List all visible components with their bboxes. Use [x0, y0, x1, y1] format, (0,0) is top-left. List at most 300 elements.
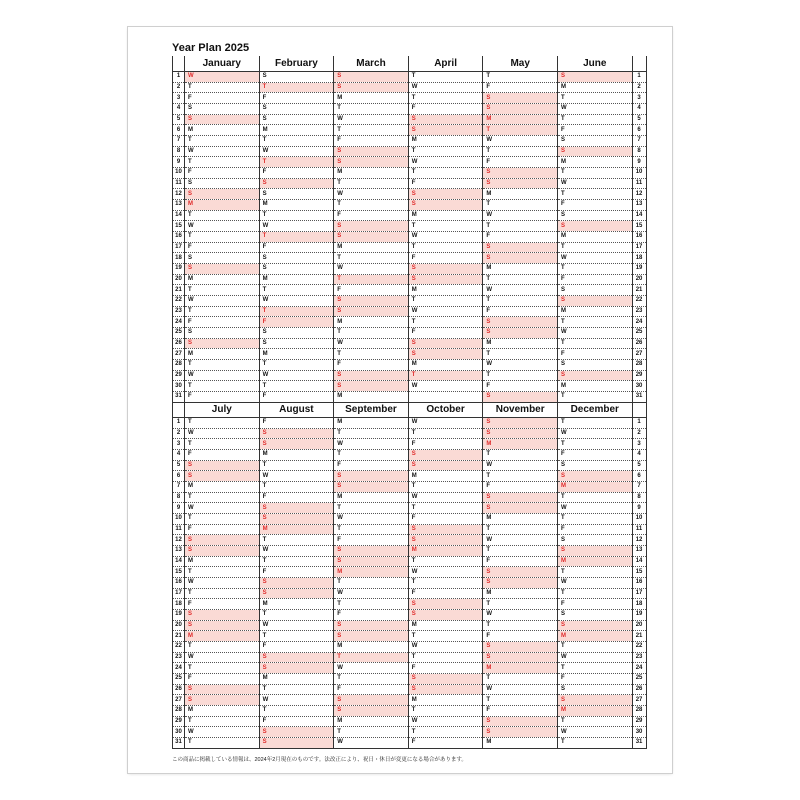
day-cell[interactable]: S [408, 684, 483, 695]
day-cell[interactable]: S [334, 221, 409, 232]
day-cell[interactable]: W [259, 471, 334, 482]
day-cell[interactable]: W [483, 684, 558, 695]
day-cell[interactable]: S [334, 157, 409, 168]
day-cell[interactable]: S [259, 578, 334, 589]
day-cell[interactable]: F [408, 328, 483, 339]
day-cell[interactable]: S [557, 460, 632, 471]
day-cell[interactable]: S [185, 178, 260, 189]
day-cell[interactable]: M [185, 125, 260, 136]
day-cell[interactable]: F [557, 200, 632, 211]
day-cell[interactable]: S [259, 189, 334, 200]
day-cell[interactable]: M [259, 274, 334, 285]
day-cell[interactable]: T [185, 82, 260, 93]
day-cell[interactable]: T [408, 93, 483, 104]
day-cell[interactable]: T [408, 706, 483, 717]
day-cell[interactable]: T [557, 663, 632, 674]
day-cell[interactable]: W [557, 428, 632, 439]
day-cell[interactable]: T [408, 556, 483, 567]
day-cell[interactable]: M [483, 588, 558, 599]
day-cell[interactable]: M [483, 514, 558, 525]
day-cell[interactable]: F [259, 642, 334, 653]
day-cell[interactable]: F [334, 684, 409, 695]
day-cell[interactable]: W [557, 727, 632, 738]
day-cell[interactable]: S [557, 610, 632, 621]
day-cell[interactable]: W [483, 136, 558, 147]
day-cell[interactable]: S [483, 652, 558, 663]
day-cell[interactable]: F [334, 360, 409, 371]
day-cell[interactable]: S [185, 620, 260, 631]
day-cell[interactable]: M [334, 392, 409, 403]
day-cell[interactable]: S [185, 610, 260, 621]
day-cell[interactable]: T [483, 72, 558, 83]
day-cell[interactable]: T [334, 200, 409, 211]
day-cell[interactable]: S [408, 450, 483, 461]
day-cell[interactable]: T [334, 428, 409, 439]
day-cell[interactable]: T [483, 221, 558, 232]
day-cell[interactable]: W [185, 578, 260, 589]
day-cell[interactable]: S [185, 253, 260, 264]
day-cell[interactable]: S [259, 663, 334, 674]
day-cell[interactable]: M [259, 349, 334, 360]
day-cell[interactable]: F [408, 588, 483, 599]
day-cell[interactable]: M [557, 556, 632, 567]
day-cell[interactable]: T [557, 642, 632, 653]
day-cell[interactable]: F [557, 274, 632, 285]
day-cell[interactable]: F [185, 674, 260, 685]
day-cell[interactable]: S [408, 349, 483, 360]
day-cell[interactable]: M [408, 210, 483, 221]
day-cell[interactable]: T [185, 232, 260, 243]
day-cell[interactable]: F [185, 392, 260, 403]
day-cell[interactable]: W [259, 546, 334, 557]
day-cell[interactable]: W [408, 642, 483, 653]
day-cell[interactable]: S [557, 296, 632, 307]
day-cell[interactable]: S [408, 200, 483, 211]
day-cell[interactable]: S [557, 471, 632, 482]
day-cell[interactable]: F [483, 306, 558, 317]
day-cell[interactable]: T [259, 306, 334, 317]
day-cell[interactable]: S [259, 503, 334, 514]
day-cell[interactable]: T [259, 157, 334, 168]
day-cell[interactable]: T [557, 514, 632, 525]
day-cell[interactable]: M [408, 360, 483, 371]
day-cell[interactable]: F [557, 125, 632, 136]
day-cell[interactable]: W [259, 146, 334, 157]
day-cell[interactable]: T [185, 210, 260, 221]
day-cell[interactable]: T [259, 556, 334, 567]
day-cell[interactable]: T [408, 631, 483, 642]
day-cell[interactable]: S [408, 524, 483, 535]
day-cell[interactable]: T [259, 706, 334, 717]
day-cell[interactable]: F [408, 514, 483, 525]
day-cell[interactable]: F [408, 663, 483, 674]
day-cell[interactable]: S [557, 285, 632, 296]
day-cell[interactable]: M [408, 285, 483, 296]
day-cell[interactable]: S [334, 82, 409, 93]
day-cell[interactable]: T [408, 482, 483, 493]
day-cell[interactable]: T [185, 439, 260, 450]
day-cell[interactable]: F [259, 93, 334, 104]
day-cell[interactable]: M [259, 524, 334, 535]
day-cell[interactable]: T [334, 674, 409, 685]
day-cell[interactable]: S [185, 535, 260, 546]
day-cell[interactable]: M [185, 274, 260, 285]
day-cell[interactable]: T [334, 578, 409, 589]
day-cell[interactable]: S [483, 253, 558, 264]
day-cell[interactable]: W [408, 492, 483, 503]
day-cell[interactable]: T [185, 663, 260, 674]
day-cell[interactable]: M [185, 482, 260, 493]
day-cell[interactable]: M [557, 482, 632, 493]
day-cell[interactable]: W [483, 360, 558, 371]
day-cell[interactable]: S [334, 695, 409, 706]
day-cell[interactable]: T [557, 168, 632, 179]
day-cell[interactable]: W [185, 503, 260, 514]
day-cell[interactable]: T [408, 242, 483, 253]
day-cell[interactable]: S [185, 460, 260, 471]
day-cell[interactable]: W [334, 439, 409, 450]
day-cell[interactable]: M [483, 338, 558, 349]
day-cell[interactable]: T [408, 578, 483, 589]
day-cell[interactable]: W [408, 306, 483, 317]
day-cell[interactable]: F [185, 599, 260, 610]
day-cell[interactable]: S [483, 317, 558, 328]
day-cell[interactable]: T [185, 716, 260, 727]
day-cell[interactable]: T [483, 599, 558, 610]
day-cell[interactable]: M [259, 674, 334, 685]
day-cell[interactable]: S [185, 328, 260, 339]
day-cell[interactable]: T [483, 546, 558, 557]
day-cell[interactable]: F [483, 706, 558, 717]
day-cell[interactable]: F [259, 392, 334, 403]
day-cell[interactable]: S [259, 104, 334, 115]
day-cell[interactable]: F [334, 535, 409, 546]
day-cell[interactable]: S [557, 210, 632, 221]
day-cell[interactable]: M [408, 620, 483, 631]
day-cell[interactable]: S [334, 631, 409, 642]
day-cell[interactable]: T [334, 253, 409, 264]
day-cell[interactable]: T [259, 482, 334, 493]
day-cell[interactable]: W [334, 514, 409, 525]
day-cell[interactable]: F [408, 439, 483, 450]
day-cell[interactable]: S [408, 674, 483, 685]
day-cell[interactable]: S [483, 578, 558, 589]
day-cell[interactable]: T [483, 146, 558, 157]
day-cell[interactable]: S [483, 428, 558, 439]
day-cell[interactable]: W [557, 328, 632, 339]
day-cell[interactable]: W [185, 370, 260, 381]
day-cell[interactable]: T [259, 684, 334, 695]
day-cell[interactable]: T [557, 418, 632, 429]
day-cell[interactable]: M [259, 599, 334, 610]
day-cell[interactable]: F [483, 556, 558, 567]
day-cell[interactable]: F [483, 381, 558, 392]
day-cell[interactable]: S [185, 114, 260, 125]
day-cell[interactable]: T [408, 503, 483, 514]
day-cell[interactable]: S [334, 370, 409, 381]
day-cell[interactable]: S [334, 306, 409, 317]
day-cell[interactable]: T [557, 439, 632, 450]
day-cell[interactable]: F [259, 168, 334, 179]
day-cell[interactable]: T [334, 503, 409, 514]
day-cell[interactable]: S [408, 610, 483, 621]
day-cell[interactable]: T [483, 349, 558, 360]
day-cell[interactable]: S [408, 264, 483, 275]
day-cell[interactable]: T [334, 125, 409, 136]
day-cell[interactable]: T [334, 178, 409, 189]
day-cell[interactable]: S [557, 695, 632, 706]
day-cell[interactable]: S [259, 439, 334, 450]
day-cell[interactable]: M [334, 93, 409, 104]
day-cell[interactable]: S [483, 392, 558, 403]
day-cell[interactable]: S [483, 418, 558, 429]
day-cell[interactable]: S [259, 338, 334, 349]
day-cell[interactable]: W [483, 285, 558, 296]
day-cell[interactable]: M [483, 264, 558, 275]
day-cell[interactable]: W [408, 716, 483, 727]
day-cell[interactable]: M [557, 381, 632, 392]
day-cell[interactable]: T [557, 189, 632, 200]
day-cell[interactable]: M [334, 317, 409, 328]
day-cell[interactable]: W [259, 221, 334, 232]
day-cell[interactable]: F [259, 317, 334, 328]
day-cell[interactable]: T [185, 738, 260, 749]
day-cell[interactable]: T [334, 349, 409, 360]
day-cell[interactable]: M [483, 738, 558, 749]
day-cell[interactable]: T [557, 392, 632, 403]
day-cell[interactable]: S [185, 684, 260, 695]
day-cell[interactable]: M [483, 189, 558, 200]
day-cell[interactable]: S [483, 104, 558, 115]
day-cell[interactable]: T [557, 588, 632, 599]
day-cell[interactable]: S [334, 381, 409, 392]
day-cell[interactable]: S [408, 599, 483, 610]
day-cell[interactable]: T [259, 460, 334, 471]
day-cell[interactable]: T [334, 274, 409, 285]
day-cell[interactable]: T [408, 296, 483, 307]
day-cell[interactable]: S [334, 706, 409, 717]
day-cell[interactable]: F [334, 285, 409, 296]
day-cell[interactable]: F [185, 168, 260, 179]
day-cell[interactable]: T [557, 264, 632, 275]
day-cell[interactable]: M [259, 200, 334, 211]
day-cell[interactable]: T [259, 210, 334, 221]
day-cell[interactable]: T [483, 274, 558, 285]
day-cell[interactable]: M [557, 82, 632, 93]
day-cell[interactable]: F [408, 738, 483, 749]
day-cell[interactable]: S [557, 221, 632, 232]
day-cell[interactable]: M [259, 125, 334, 136]
day-cell[interactable]: T [408, 652, 483, 663]
day-cell[interactable]: S [557, 360, 632, 371]
day-cell[interactable]: W [557, 178, 632, 189]
day-cell[interactable]: F [408, 178, 483, 189]
day-cell[interactable]: F [185, 242, 260, 253]
day-cell[interactable]: S [557, 136, 632, 147]
day-cell[interactable]: W [408, 157, 483, 168]
day-cell[interactable]: S [557, 620, 632, 631]
day-cell[interactable]: T [334, 328, 409, 339]
day-cell[interactable]: S [483, 716, 558, 727]
day-cell[interactable]: S [334, 232, 409, 243]
day-cell[interactable]: W [557, 652, 632, 663]
day-cell[interactable]: S [259, 652, 334, 663]
day-cell[interactable]: S [483, 93, 558, 104]
day-cell[interactable]: T [259, 610, 334, 621]
day-cell[interactable]: F [334, 136, 409, 147]
day-cell[interactable]: M [334, 492, 409, 503]
day-cell[interactable]: F [185, 93, 260, 104]
day-cell[interactable]: S [334, 146, 409, 157]
day-cell[interactable]: S [408, 189, 483, 200]
day-cell[interactable]: T [259, 136, 334, 147]
day-cell[interactable]: W [557, 104, 632, 115]
day-cell[interactable]: T [483, 471, 558, 482]
day-cell[interactable]: T [557, 317, 632, 328]
day-cell[interactable]: M [334, 168, 409, 179]
day-cell[interactable]: T [483, 370, 558, 381]
day-cell[interactable]: S [483, 242, 558, 253]
day-cell[interactable]: M [557, 631, 632, 642]
day-cell[interactable]: T [185, 418, 260, 429]
day-cell[interactable]: S [259, 514, 334, 525]
day-cell[interactable]: W [259, 620, 334, 631]
day-cell[interactable]: S [185, 189, 260, 200]
day-cell[interactable]: T [483, 200, 558, 211]
day-cell[interactable]: M [557, 306, 632, 317]
day-cell[interactable]: F [408, 253, 483, 264]
day-cell[interactable]: T [483, 450, 558, 461]
day-cell[interactable]: W [557, 253, 632, 264]
day-cell[interactable]: M [483, 663, 558, 674]
day-cell[interactable] [408, 392, 483, 403]
day-cell[interactable]: T [185, 567, 260, 578]
day-cell[interactable]: T [259, 381, 334, 392]
day-cell[interactable]: F [185, 450, 260, 461]
day-cell[interactable]: S [185, 546, 260, 557]
day-cell[interactable]: S [334, 620, 409, 631]
day-cell[interactable]: S [185, 695, 260, 706]
day-cell[interactable]: S [259, 264, 334, 275]
day-cell[interactable]: S [557, 370, 632, 381]
day-cell[interactable]: S [259, 428, 334, 439]
day-cell[interactable]: T [483, 695, 558, 706]
day-cell[interactable]: S [483, 178, 558, 189]
day-cell[interactable]: S [334, 72, 409, 83]
day-cell[interactable]: S [408, 338, 483, 349]
day-cell[interactable]: T [557, 242, 632, 253]
day-cell[interactable]: F [557, 674, 632, 685]
day-cell[interactable]: M [334, 242, 409, 253]
day-cell[interactable]: S [334, 482, 409, 493]
day-cell[interactable]: F [557, 524, 632, 535]
day-cell[interactable]: W [408, 567, 483, 578]
day-cell[interactable]: F [259, 418, 334, 429]
day-cell[interactable]: S [557, 72, 632, 83]
day-cell[interactable]: S [408, 535, 483, 546]
day-cell[interactable]: S [185, 104, 260, 115]
day-cell[interactable]: S [483, 642, 558, 653]
day-cell[interactable]: M [334, 567, 409, 578]
day-cell[interactable]: S [259, 727, 334, 738]
day-cell[interactable]: W [334, 738, 409, 749]
day-cell[interactable]: T [259, 285, 334, 296]
day-cell[interactable]: S [334, 546, 409, 557]
day-cell[interactable]: M [185, 556, 260, 567]
day-cell[interactable]: S [408, 125, 483, 136]
day-cell[interactable]: S [259, 72, 334, 83]
day-cell[interactable]: T [334, 652, 409, 663]
day-cell[interactable]: S [483, 503, 558, 514]
day-cell[interactable]: T [408, 168, 483, 179]
day-cell[interactable]: S [259, 588, 334, 599]
day-cell[interactable]: T [334, 450, 409, 461]
day-cell[interactable]: F [557, 599, 632, 610]
day-cell[interactable]: T [557, 567, 632, 578]
day-cell[interactable]: S [185, 471, 260, 482]
day-cell[interactable]: T [408, 146, 483, 157]
day-cell[interactable]: T [334, 599, 409, 610]
day-cell[interactable]: T [259, 360, 334, 371]
day-cell[interactable]: M [557, 706, 632, 717]
day-cell[interactable]: F [185, 317, 260, 328]
day-cell[interactable]: T [185, 306, 260, 317]
day-cell[interactable]: F [483, 482, 558, 493]
day-cell[interactable]: T [185, 136, 260, 147]
day-cell[interactable]: F [185, 524, 260, 535]
day-cell[interactable]: S [259, 328, 334, 339]
day-cell[interactable]: F [334, 610, 409, 621]
day-cell[interactable]: M [483, 439, 558, 450]
day-cell[interactable]: W [483, 535, 558, 546]
day-cell[interactable]: M [408, 471, 483, 482]
day-cell[interactable]: M [557, 157, 632, 168]
day-cell[interactable]: S [557, 546, 632, 557]
day-cell[interactable]: T [557, 114, 632, 125]
day-cell[interactable]: W [483, 460, 558, 471]
day-cell[interactable]: M [408, 695, 483, 706]
day-cell[interactable]: T [408, 727, 483, 738]
day-cell[interactable]: S [259, 253, 334, 264]
day-cell[interactable]: T [408, 72, 483, 83]
day-cell[interactable]: T [483, 296, 558, 307]
day-cell[interactable]: W [185, 652, 260, 663]
day-cell[interactable]: T [408, 317, 483, 328]
day-cell[interactable]: T [408, 428, 483, 439]
day-cell[interactable]: W [408, 82, 483, 93]
day-cell[interactable]: T [185, 360, 260, 371]
day-cell[interactable]: F [557, 349, 632, 360]
day-cell[interactable]: M [185, 349, 260, 360]
day-cell[interactable]: W [259, 370, 334, 381]
day-cell[interactable]: T [185, 157, 260, 168]
day-cell[interactable]: S [408, 114, 483, 125]
day-cell[interactable]: T [259, 82, 334, 93]
day-cell[interactable]: S [557, 535, 632, 546]
day-cell[interactable]: M [334, 418, 409, 429]
day-cell[interactable]: T [483, 620, 558, 631]
day-cell[interactable]: W [408, 232, 483, 243]
day-cell[interactable]: S [185, 264, 260, 275]
day-cell[interactable]: T [185, 514, 260, 525]
day-cell[interactable]: T [185, 588, 260, 599]
day-cell[interactable]: M [185, 706, 260, 717]
day-cell[interactable]: F [483, 82, 558, 93]
day-cell[interactable]: T [185, 492, 260, 503]
day-cell[interactable]: M [557, 232, 632, 243]
day-cell[interactable]: T [483, 125, 558, 136]
day-cell[interactable]: M [408, 136, 483, 147]
